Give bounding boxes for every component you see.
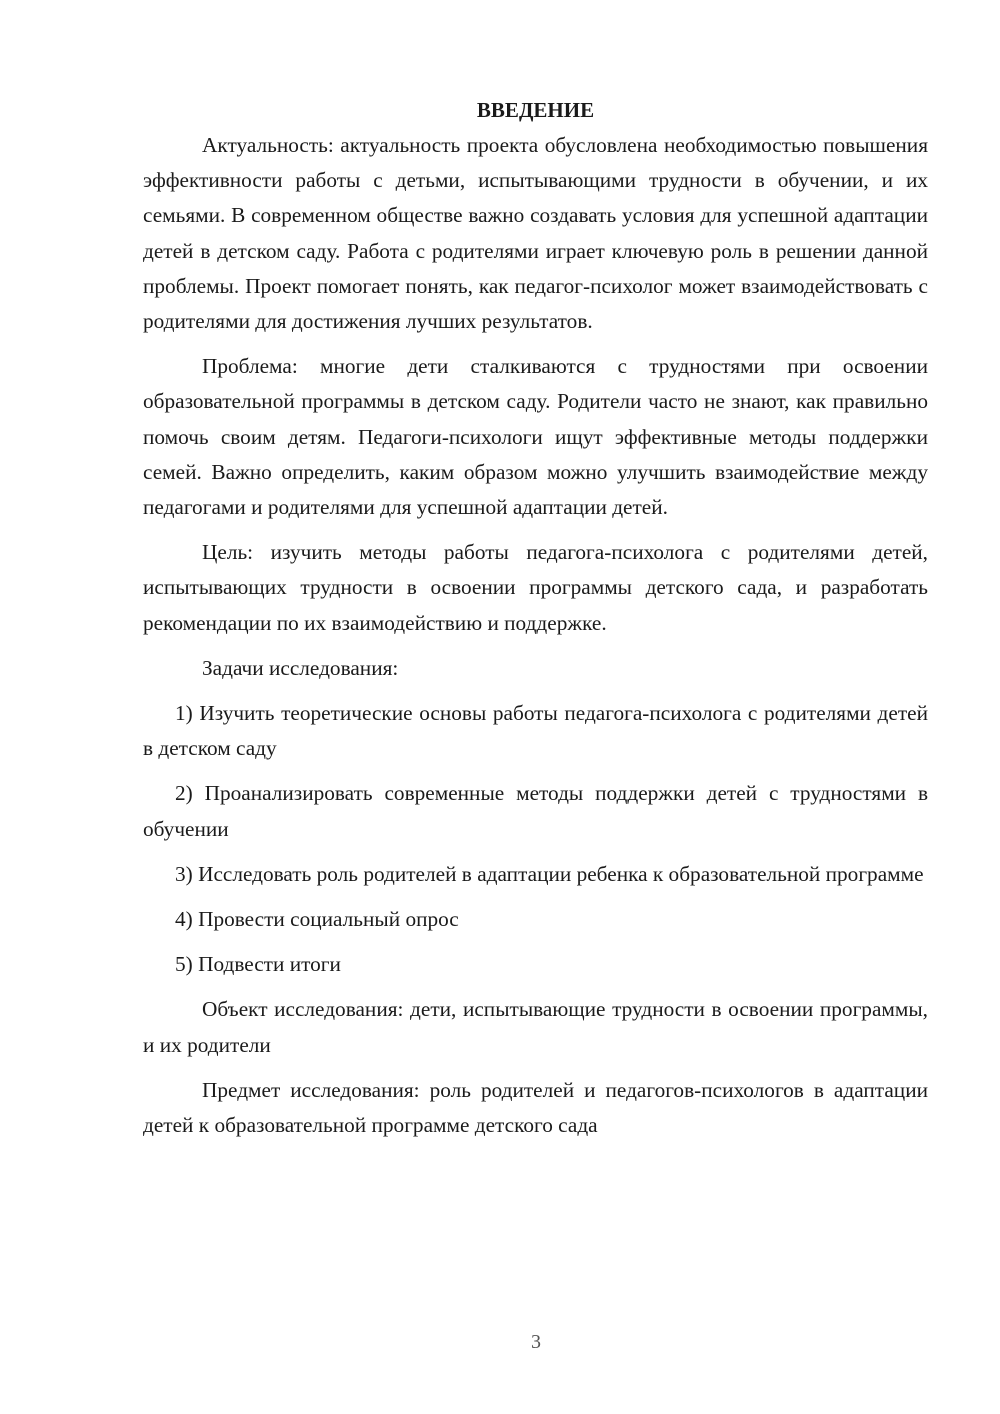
relevance-paragraph: Актуальность: актуальность проекта обусловлена необходимостью повышения эффективности работы с детьми, испытывающими трудности в обучении, и их семьями. В современном обществе важно создавать условия для успешной адаптации детей в детском саду. Работа с родителями играет ключевую роль в решении данной проблемы. Проект помогает понять, как педагог-психолог может взаимодействовать с родителями для достижения лучших результатов. [143,133,928,334]
task-item: 2) Проанализировать современные методы поддержки детей с трудностями в обучении [143,781,928,841]
subject-paragraph: Предмет исследования: роль родителей и педагогов-психологов в адаптации детей к образовательной программе детского сада [143,1077,928,1138]
task-item: 1) Изучить теоретические основы работы педагога-психолога с родителями детей в детском саду [143,701,928,761]
task-item: 5) Подвести итоги [175,952,341,977]
object-paragraph: Объект исследования: дети, испытывающие трудности в освоении программы, и их родители [143,997,928,1057]
page-number: 3 [531,1331,541,1353]
tasks-title: Задачи исследования: [202,655,399,680]
task-item: 4) Провести социальный опрос [175,907,459,932]
document-page [143,94,928,1143]
task-item: 3) Исследовать роль родителей в адаптации ребенка к образовательной программе [175,861,924,886]
problem-paragraph: Проблема: многие дети сталкиваются с трудностями при освоении образовательной программы в детском саду. Родители часто не знают, как правильно помочь своим детям. Педагоги-психологи ищут эффективные методы поддержки семей. Важно определить, каким образом можно улучшить взаимодействие между педагогами и родителями для успешной адаптации детей. [143,354,928,520]
goal-paragraph: Цель: изучить методы работы педагога-психолога с родителями детей, испытывающих трудности в освоении программы детского сада, и разработать рекомендации по их взаимодействию и поддержке. [143,540,928,635]
section-heading: ВВЕДЕНИЕ [476,98,595,122]
